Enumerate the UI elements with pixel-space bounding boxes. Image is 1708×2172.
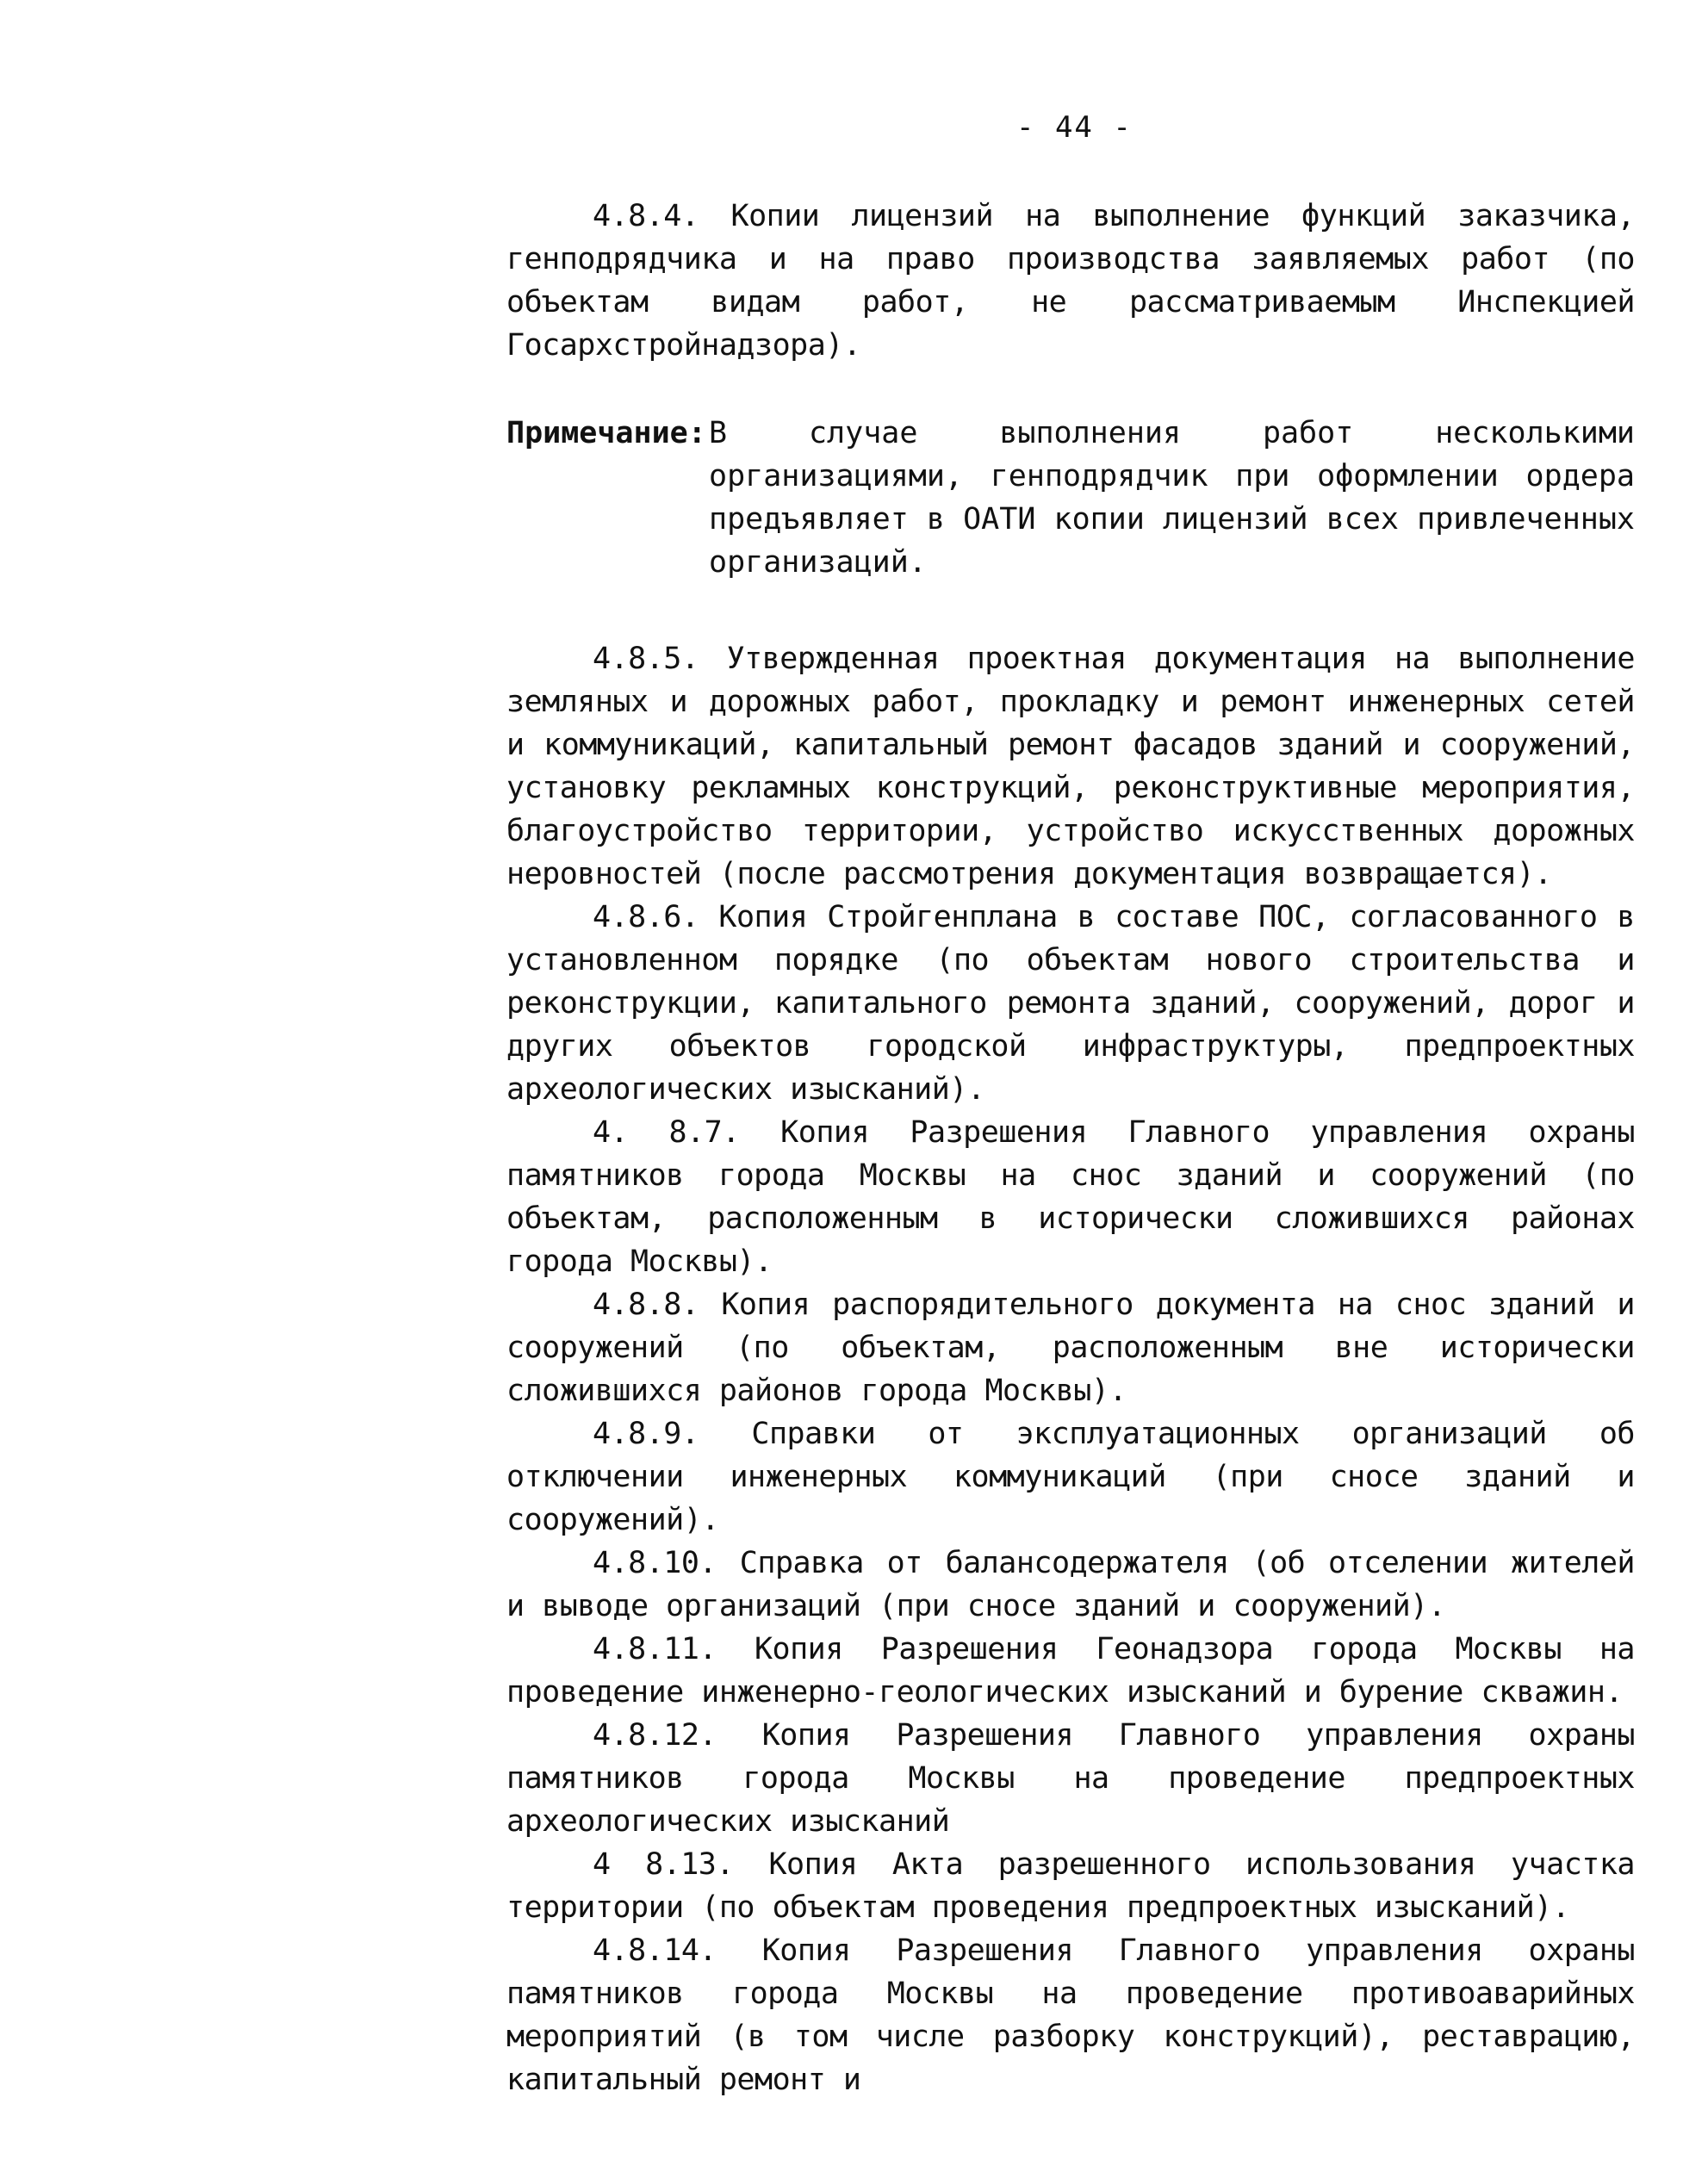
item-4-8-8: 4.8.8. Копия распорядительного документа на снос зданий и сооружений (по объектам, расположенным вне исторически сложившихся районов города Москвы). <box>506 1288 1635 1408</box>
document-body <box>506 195 1635 2101</box>
note-label: Примечание: <box>506 416 706 450</box>
item-4-8-13: 4 8.13. Копия Акта разрешенного использования участка территории (по объектам проведения предпроектных изысканий). <box>506 1847 1635 1925</box>
item-4-8-6: 4.8.6. Копия Стройгенплана в составе ПОС, согласованного в установленном порядке (по объектам нового строительства и реконструкции, капитального ремонта зданий, сооружений, дорог и других объектов городской инфраструктуры, предпроектных археологических изысканий). <box>506 900 1635 1107</box>
item-4-8-10: 4.8.10. Справка от балансодержателя (об отселении жителей и выводе организаций (при сносе зданий и сооружений). <box>506 1546 1635 1623</box>
item-4-8-7: 4. 8.7. Копия Разрешения Главного управления охраны памятников города Москвы на снос зданий и сооружений (по объектам, расположенным в исторически сложившихся районах города Москвы). <box>506 1115 1635 1279</box>
page-number: - 44 - <box>1016 110 1133 145</box>
note-text: В случае выполнения работ несколькими организациями, генподрядчик при оформлении ордера предъявляет в ОАТИ копии лицензий всех привлеченных организаций. <box>709 416 1635 580</box>
item-4-8-11: 4.8.11. Копия Разрешения Геонадзора города Москвы на проведение инженерно-геологических изысканий и бурение скважин. <box>506 1632 1635 1710</box>
note-block <box>506 412 1635 584</box>
item-4-8-14: 4.8.14. Копия Разрешения Главного управления охраны памятников города Москвы на проведение противоаварийных мероприятий (в том числе разборку конструкций), реставрацию, капитальный ремонт и <box>506 1933 1635 2097</box>
item-4-8-4: 4.8.4. Копии лицензий на выполнение функций заказчика, генподрядчика и на право производства заявляемых работ (по объектам видам работ, не рассматриваемым Инспекцией Госархстройнадзора). <box>506 199 1635 363</box>
item-4-8-5: 4.8.5. Утвержденная проектная документация на выполнение земляных и дорожных работ, прокладку и ремонт инженерных сетей и коммуникаций, капитальный ремонт фасадов зданий и сооружений, установку рекламных конструкций, реконструктивные мероприятия, благоустройство территории, устройство искусственных дорожных неровностей (после рассмотрения документация возвращается). <box>506 642 1635 891</box>
item-4-8-9: 4.8.9. Справки от эксплуатационных организаций об отключении инженерных коммуникаций (при сносе зданий и сооружений). <box>506 1417 1635 1537</box>
item-4-8-12: 4.8.12. Копия Разрешения Главного управления охраны памятников города Москвы на проведение предпроектных археологических изысканий <box>506 1718 1635 1839</box>
